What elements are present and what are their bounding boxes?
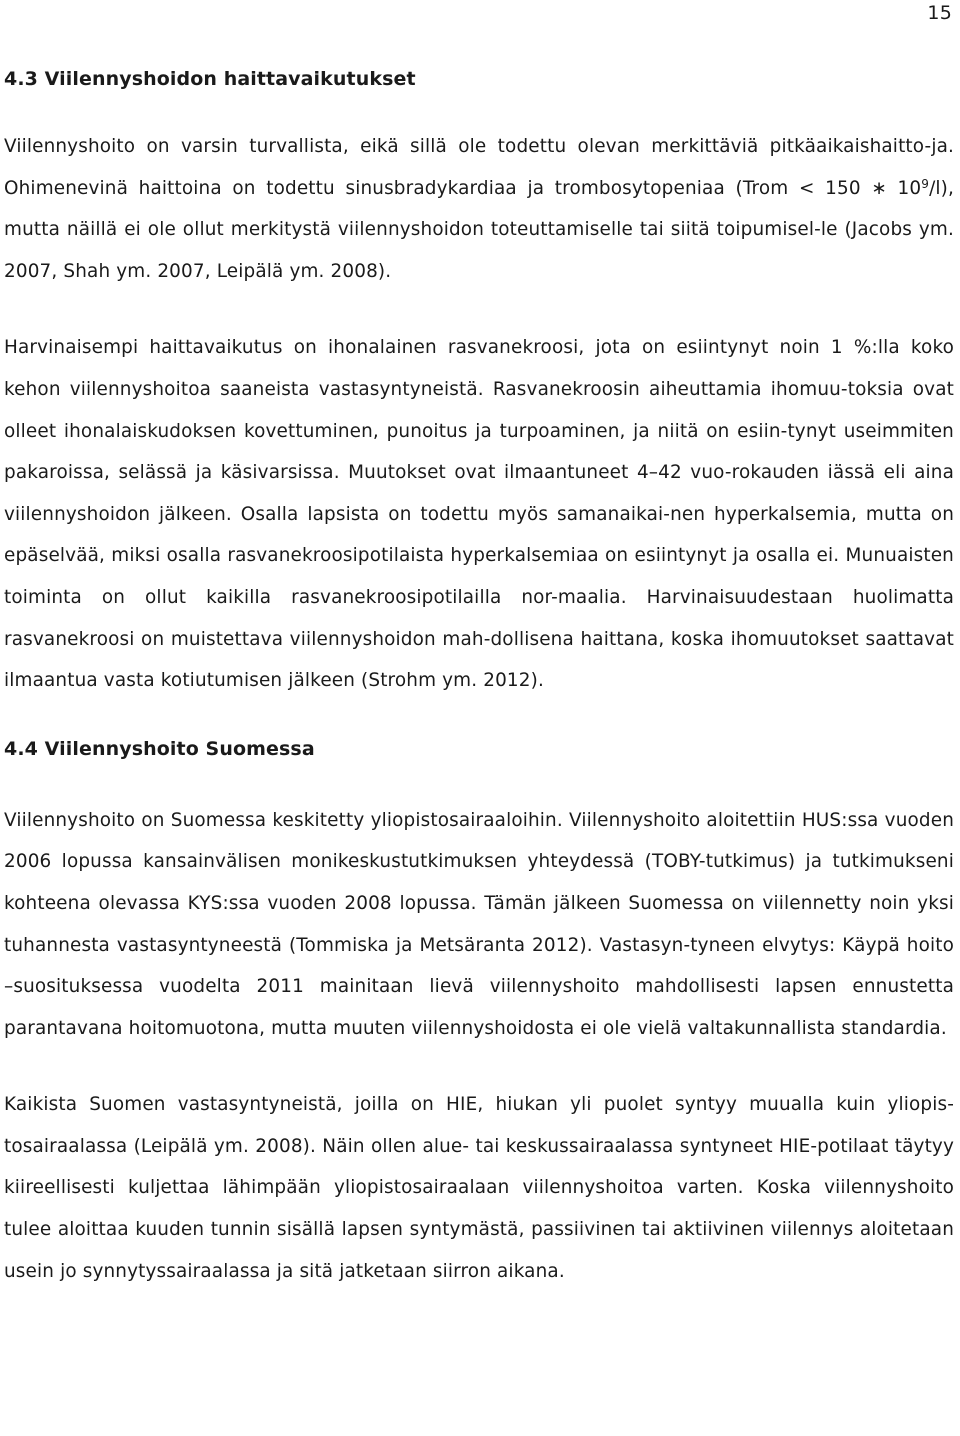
paragraph-text-part: Viilennyshoito on varsin turvallista, eikä sillä ole todettu olevan merkittäviä pitkäaikaishaitto-ja. Ohimenevinä haittoina on todettu sinusbradykardiaa ja trombosytopeniaa (Trom < 150 ∗ 10 bbox=[4, 136, 954, 199]
section-heading-suomessa: 4.4 Viilennyshoito Suomessa bbox=[4, 737, 315, 760]
superscript-exponent: 9 bbox=[921, 176, 930, 191]
paragraph-rasvanekroosi: Harvinaisempi haittavaikutus on ihonalainen rasvanekroosi, jota on esiintynyt noin 1 %:lla koko kehon viilennyshoitoa saaneista vastasyntyneistä. Rasvanekroosin aiheuttamia ihomuu-toksia ovat olleet ihonalaiskudoksen kovettuminen, punoitus ja turpoaminen, ja niitä on esiin-tynyt useimmiten pakaroissa, selässä ja käsivarsissa. Muutokset ovat ilmaantuneet 4–42 vuo-rokauden iässä eli aina viilennyshoidon jälkeen. Osalla lapsista on todettu myös samanaikai-nen hyperkalsemia, mutta on epäselvää, miksi osalla rasvanekroosipotilaista hyperkalsemiaa on esiintynyt ja osalla ei. Munuaisten toiminta on ollut kaikilla rasvanekroosipotilailla nor-maalia. Harvinaisuudestaan huolimatta rasvanekroosi on muistettava viilennyshoidon mah-dollisena haittana, koska ihomuutokset saattavat ilmaantua vasta kotiutumisen jälkeen (Strohm ym. 2012). bbox=[4, 337, 954, 692]
paragraph-hie-potilaat: Kaikista Suomen vastasyntyneistä, joilla on HIE, hiukan yli puolet syntyy muualla kuin yliopis-tosairaalassa (Leipälä ym. 2008). Näin ollen alue- tai keskussairaalassa syntyneet HIE-potilaat täytyy kiireellisesti kuljettaa lähimpään yliopistosairaalaan viilennyshoitoa varten. Koska viilennyshoito tulee aloittaa kuuden tunnin sisällä lapsen syntymästä, passiivinen tai aktiivinen viilennys aloitetaan usein jo synnytyssairaalassa ja sitä jatketaan siirron aikana. bbox=[4, 1094, 954, 1282]
paragraph-haitat-yleiset bbox=[4, 126, 954, 292]
page-number: 15 bbox=[927, 2, 952, 24]
section-heading-haittavaikutukset: 4.3 Viilennyshoidon haittavaikutukset bbox=[4, 68, 416, 90]
page-content bbox=[4, 62, 954, 1292]
paragraph-viilennys-suomessa: Viilennyshoito on Suomessa keskitetty yliopistosairaaloihin. Viilennyshoito aloitettiin HUS:ssa vuoden 2006 lopussa kansainvälisen monikeskustutkimuksen yhteydessä (TOBY-tutkimus) ja tutkimukseni kohteena olevassa KYS:ssa vuoden 2008 lopussa. Tämän jälkeen Suomessa on viilennetty noin yksi tuhannesta vastasyntyneestä (Tommiska ja Metsäranta 2012). Vastasyn-tyneen elvytys: Käypä hoito –suosituksessa vuodelta 2011 mainitaan lievä viilennyshoito mahdollisesti lapsen ennustetta parantavana hoitomuotona, mutta muuten viilennyshoidosta ei ole vielä valtakunnallista standardia. bbox=[4, 809, 954, 1039]
paragraph-text-part: /l), mutta näillä ei ole ollut merkitystä viilennyshoidon toteuttamiselle tai siitä toipumisel-le (Jacobs ym. 2007, Shah ym. 2007, Leipälä ym. 2008). bbox=[4, 177, 954, 282]
